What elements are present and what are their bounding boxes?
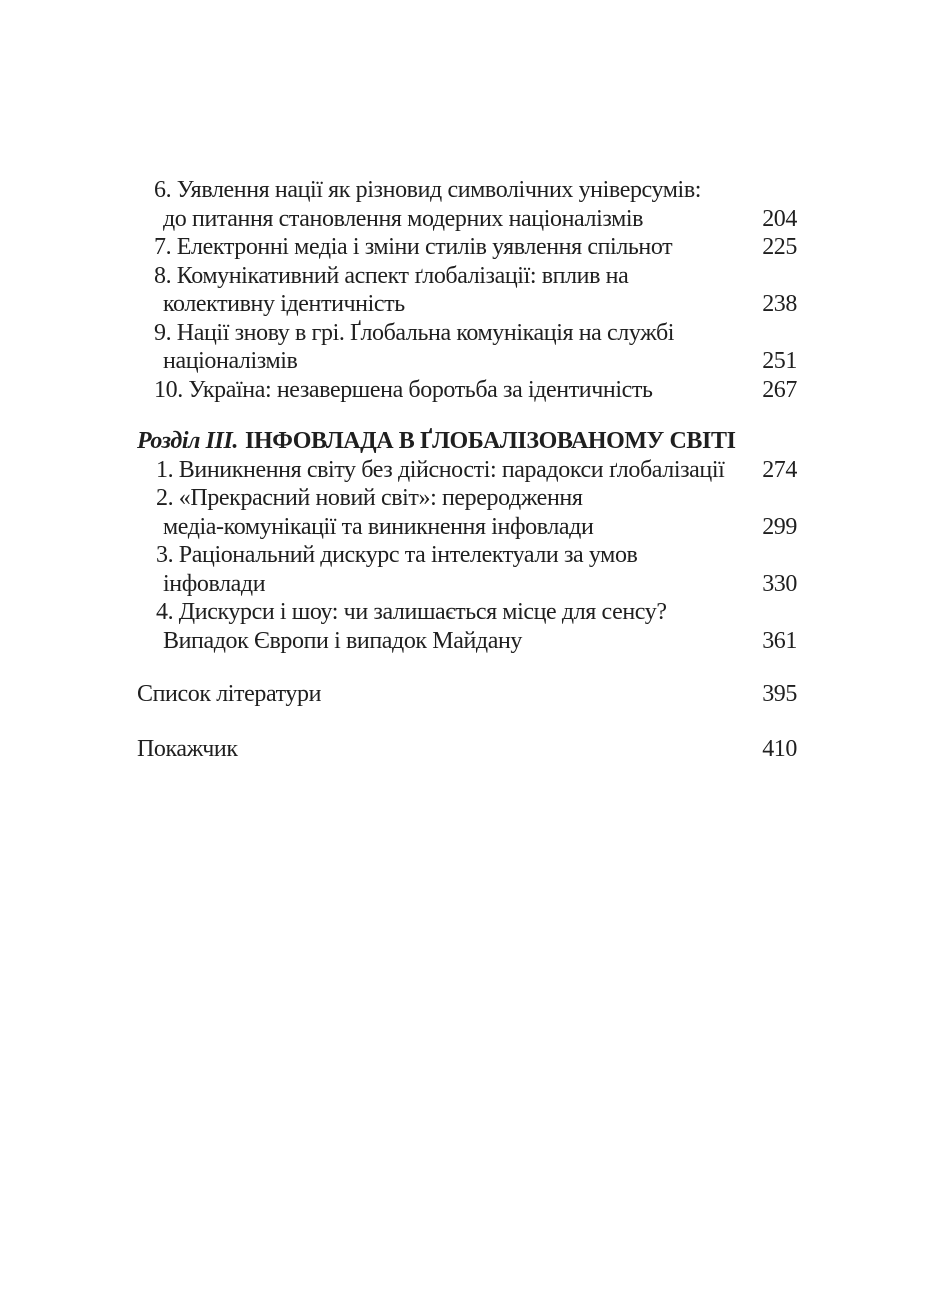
toc-entry-text: 9. Нації знову в грі. Ґлобальна комунікація на службі [154, 319, 675, 346]
chapter-heading-label: Розділ III. [137, 428, 239, 454]
toc-entry-continuation [137, 513, 797, 542]
toc-entry [137, 233, 797, 262]
toc-page-number: 395 [762, 681, 797, 707]
toc-entry [137, 484, 797, 513]
toc-entry-text: до питання становлення модерних націоналізмів [163, 205, 644, 232]
toc-entry-text: 10. Україна: незавершена боротьба за ідентичність [154, 376, 653, 403]
toc-entry [137, 176, 797, 205]
backmatter-title: Список літератури [137, 681, 322, 707]
toc-page-number: 238 [762, 291, 797, 317]
toc-page-number: 410 [762, 735, 797, 762]
toc-entry-text: колективну ідентичність [163, 291, 405, 317]
toc-entry-continuation [137, 290, 797, 319]
toc-entry [137, 376, 797, 405]
toc-entry-text: медіа-комунікації та виникнення інфовлади [163, 513, 594, 540]
backmatter-entry [137, 680, 797, 709]
toc-entry-text: 1. Виникнення світу без дійсності: парадокси ґлобалізації [156, 456, 725, 483]
toc-entry [137, 598, 797, 627]
toc-entry-text: 6. Уявлення нації як різновид символічних універсумів: [154, 177, 702, 203]
backmatter-entry [137, 735, 797, 764]
toc-page-number: 204 [762, 205, 797, 232]
chapter-heading [137, 427, 797, 456]
toc-entry-continuation [137, 627, 797, 656]
toc-entry [137, 319, 797, 348]
toc-entry-text: 7. Електронні медіа і зміни стилів уявлення спільнот [154, 234, 673, 260]
toc-page-number: 361 [762, 627, 797, 654]
toc-page-number: 330 [762, 570, 797, 597]
table-of-contents [137, 176, 797, 763]
toc-entry-text: 8. Комунікативний аспект ґлобалізації: вплив на [154, 262, 629, 289]
toc-entry-text: Випадок Європи і випадок Майдану [163, 627, 523, 654]
toc-entry [137, 262, 797, 291]
toc-page-number: 225 [762, 234, 797, 260]
toc-entry [137, 541, 797, 570]
toc-entry-text: 2. «Прекрасний новий світ»: переродження [156, 485, 583, 511]
toc-entry-continuation [137, 347, 797, 376]
toc-entry-text: націоналізмів [163, 348, 298, 374]
toc-page-number: 251 [762, 348, 797, 374]
toc-entry-continuation [137, 205, 797, 234]
toc-entry-text: 3. Раціональний дискурс та інтелектуали за умов [156, 542, 638, 568]
backmatter-title: Покажчик [137, 735, 238, 762]
toc-entry-continuation [137, 570, 797, 599]
toc-page-number: 267 [762, 376, 797, 403]
toc-entry [137, 456, 797, 485]
toc-entry-text: 4. Дискурси і шоу: чи залишається місце для сенсу? [156, 599, 667, 625]
toc-entry-text: інфовлади [163, 570, 266, 597]
toc-page-number: 299 [762, 513, 797, 540]
chapter-heading-title: ІНФОВЛАДА В ҐЛОБАЛІЗОВАНОМУ СВІТІ [245, 428, 736, 454]
toc-page-number: 274 [762, 456, 797, 483]
